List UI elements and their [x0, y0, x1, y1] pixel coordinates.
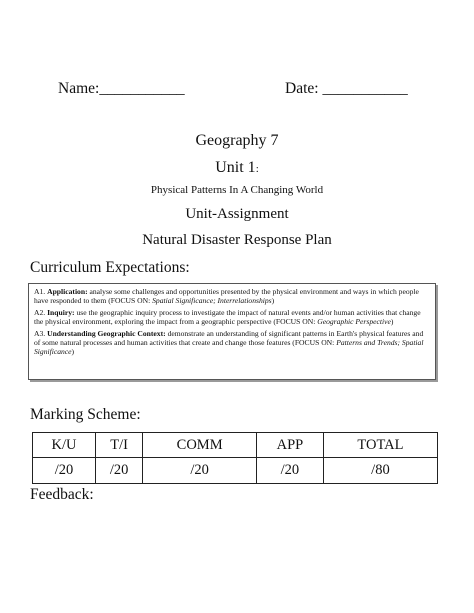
expectation-code: A1. [34, 287, 46, 296]
unit-title-colon: : [255, 163, 259, 175]
expectation-focus: Spatial Significance; Interrelationships [152, 296, 272, 306]
assignment-name: Natural Disaster Response Plan [142, 232, 332, 248]
expectation-close: ) [271, 296, 275, 306]
table-header-row [33, 433, 438, 458]
value-cell-ku: /20 [33, 458, 96, 484]
value-cell-comm: /20 [143, 458, 257, 484]
header-cell-ku: K/U [33, 433, 96, 458]
expectation-a1 [34, 287, 429, 306]
value-cell-ti: /20 [95, 458, 142, 484]
course-title: Geography 7 [195, 132, 279, 149]
expectation-a2 [34, 308, 429, 327]
expectation-text: demonstrate an understanding of significant patterns in Earth's physical features and of some natural processes and human activities that create and change those features (FOCUS ON: [34, 328, 424, 348]
expectation-title: Application: [47, 287, 88, 296]
unit-subtitle: Physical Patterns In A Changing World [150, 184, 324, 196]
name-field-label: Name:___________ [58, 80, 185, 97]
marking-scheme-table [32, 432, 438, 484]
assignment-type: Unit-Assignment [185, 206, 289, 222]
header-cell-app: APP [256, 433, 323, 458]
value-cell-total: /80 [323, 458, 437, 484]
expectation-text: analyse some challenges and opportunities presented by the physical environment and ways in which people have responded to them (FOCUS ON: [34, 287, 419, 306]
header-cell-total: TOTAL [323, 433, 437, 458]
unit-title [0, 159, 474, 177]
unit-title-text: Unit 1 [215, 159, 256, 176]
expectation-code: A3. [34, 328, 46, 338]
expectation-close: ) [71, 347, 75, 357]
expectation-title: Inquiry: [47, 307, 75, 317]
expectation-text: use the geographic inquiry process to investigate the impact of natural events and/or human activities that change the physical environment, exploring the impact from a geographic perspective (FOCUS ON: [34, 307, 421, 327]
expectation-a3 [34, 329, 429, 357]
expectation-code: A2. [34, 307, 46, 317]
expectation-focus: Geographic Perspective [317, 317, 391, 327]
expectation-close: ) [390, 317, 394, 327]
header-cell-ti: T/I [95, 433, 142, 458]
date-field-label: Date: ___________ [285, 80, 408, 97]
curriculum-heading: Curriculum Expectations: [30, 259, 190, 276]
value-cell-app: /20 [256, 458, 323, 484]
expectation-focus: Patterns and Trends; Spatial Significance [34, 338, 424, 357]
header-cell-comm: COMM [143, 433, 257, 458]
expectation-title: Understanding Geographic Context: [47, 328, 166, 338]
table-row [33, 458, 438, 484]
marking-scheme-heading: Marking Scheme: [30, 406, 141, 423]
feedback-heading: Feedback: [30, 486, 94, 503]
curriculum-expectations-box [28, 283, 436, 380]
